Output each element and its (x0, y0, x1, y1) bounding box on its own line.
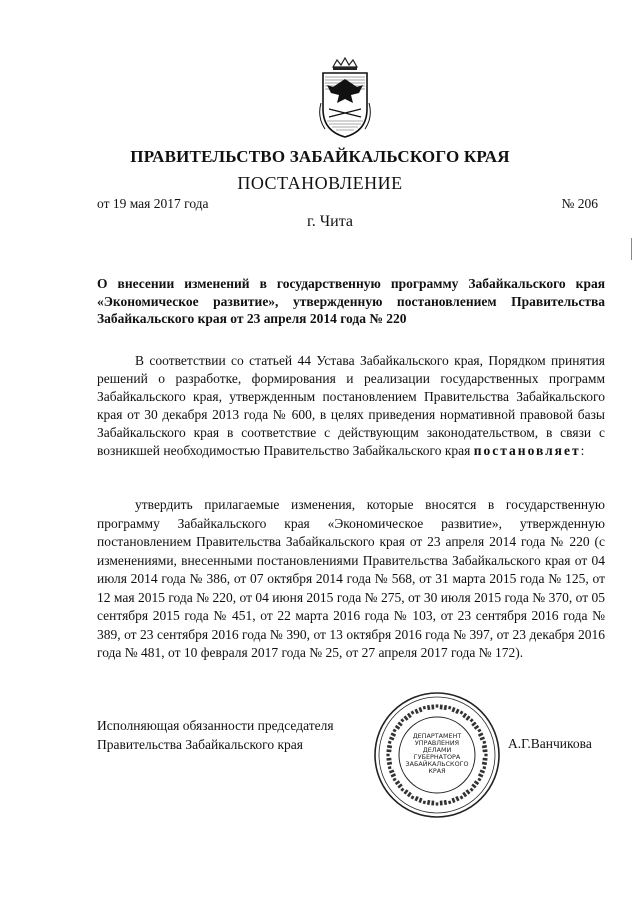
seal-ring-mark (483, 749, 488, 752)
government-title: ПРАВИТЕЛЬСТВО ЗАБАЙКАЛЬСКОГО КРАЯ (130, 147, 510, 166)
seal-ring-mark (418, 707, 422, 712)
coat-of-arms-icon (315, 57, 375, 139)
seal-ring-mark (411, 795, 415, 799)
seal-ring-mark (427, 800, 430, 805)
seal-ring-mark (431, 801, 434, 806)
seal-ring-mark (477, 729, 481, 733)
seal-ring-mark (465, 789, 470, 794)
seal-line-1: ДЕПАРТАМЕНТ (412, 732, 462, 740)
seal-ring-mark (483, 758, 488, 761)
seal-ring-mark (482, 766, 486, 769)
seal-ring-mark (482, 741, 486, 744)
seal-ring-mark (431, 704, 434, 709)
seal-ring-mark (389, 769, 394, 773)
seal-ring-mark (455, 796, 459, 801)
seal-ring-mark (470, 718, 474, 722)
seal-ring-mark (395, 780, 400, 785)
seal-ring-mark (436, 802, 439, 805)
seal-ring-mark (451, 707, 455, 712)
document-city: г. Чита (306, 213, 353, 230)
seal-ring-mark (387, 762, 392, 765)
preamble-text: В соответствии со статьей 44 Устава Забайкальского края, Порядком принятия решений о разработке, формирования и реализации государственных программ Забайкальского края, утвержденным постановлением Правительства Забайкальского края от 30 декабря 2013 года № 600, в целях приведения нормативной правовой базы Забайкальского края в соответствие с действующим законодательством, в связи с возникшей необходимостью Правительство Забайкальского края (97, 353, 605, 458)
seal-ring-mark (407, 792, 412, 797)
seal-ring-mark (418, 798, 422, 803)
seal-line-5: ЗАБАЙКАЛЬСКОГО (405, 760, 469, 768)
seal-ring-mark (386, 758, 391, 761)
seal-ring-mark (465, 715, 470, 720)
seal-line-6: КРАЯ (428, 767, 446, 775)
seal-ring-mark (414, 709, 418, 714)
seal-ring-mark (393, 729, 397, 733)
signatory-title-line1: Исполняющая обязанности председателя (97, 718, 334, 733)
seal-ring-mark (474, 725, 479, 730)
seal-ring-mark (427, 705, 430, 710)
seal-ring-mark (411, 711, 415, 715)
seal-ring-mark (440, 704, 443, 709)
seal-ring-mark (397, 783, 402, 788)
seal-ring-mark (448, 706, 451, 710)
seal-ring-mark (391, 773, 396, 777)
seal-ring-mark (484, 754, 487, 757)
resolution-text: утвердить прилагаемые изменения, которые вносятся в государственную программу Забайкальского края «Экономическое развитие», утвержденную постановлением Правительства Забайкальского края от 23 апреля 2014 года № 220 (с изменениями, внесенными постановлениями Правительства Забайкальского края от 04 июля 2014 года № 386, от 07 октября 2014 года № 568, от 31 марта 2015 года № 125, от 12 мая 2015 года № 220, от 04 июня 2015 года № 275, от 30 июля 2015 года № 370, от 05 сентября 2015 года № 451, от 22 марта 2016 года № 103, от 23 сентября 2016 года № 389, от 23 сентября 2016 года № 390, от 13 октября 2016 года № 397, от 23 декабря 2016 года № 481, от 10 февраля 2017 года № 25, от 27 апреля 2017 года № 172). (97, 497, 605, 660)
seal-ring-mark (480, 769, 485, 773)
seal-ring-mark (482, 762, 487, 765)
seal-ring-mark (403, 789, 408, 794)
margin-mark (631, 238, 632, 260)
seal-ring-mark (400, 718, 404, 722)
signatory-name: А.Г.Ванчикова (508, 736, 592, 751)
seal-ring-mark (478, 773, 483, 777)
seal-ring-mark (386, 754, 389, 757)
seal-ring-mark (386, 749, 391, 752)
seal-ring-mark (395, 725, 400, 730)
seal-ring-mark (482, 745, 487, 748)
seal-ring-mark (388, 766, 392, 769)
document-date: от 19 мая 2017 года (97, 196, 209, 211)
signatory-title (97, 716, 334, 754)
seal-ring-mark (400, 788, 404, 792)
seal-line-4: ГУБЕРНАТОРА (413, 753, 461, 761)
seal-ring-mark (455, 709, 459, 714)
seal-ring-mark (470, 788, 474, 792)
document-number: № 206 (561, 196, 598, 211)
preamble-paragraph (97, 352, 605, 460)
seal-ring-mark (480, 736, 485, 740)
seal-ring-mark (393, 778, 397, 782)
seal-ring-mark (423, 706, 426, 710)
seal-ring-mark (462, 713, 467, 718)
seal-ring-mark (478, 732, 483, 736)
seal-ring-mark (451, 798, 455, 803)
seal-ring-mark (477, 778, 481, 782)
seal-ring-mark (471, 721, 476, 726)
preamble-colon: : (580, 443, 585, 458)
seal-ring-mark (444, 800, 447, 805)
seal-ring-mark (448, 800, 451, 804)
seal-ring-mark (407, 713, 412, 718)
preamble-emphasis: постановляет (473, 443, 581, 458)
seal-ring-mark (444, 705, 447, 710)
official-seal-icon (372, 690, 502, 820)
signatory-title-line2: Правительства Забайкальского края (97, 737, 303, 752)
seal-line-2: УПРАВЛЕНИЯ (414, 739, 460, 747)
seal-ring-mark (460, 795, 464, 799)
document-type: ПОСТАНОВЛЕНИЕ (237, 173, 403, 193)
seal-ring-mark (474, 780, 479, 785)
seal-ring-mark (397, 721, 402, 726)
resolution-paragraph (97, 496, 605, 663)
seal-ring-mark (471, 783, 476, 788)
seal-ring-mark (387, 745, 392, 748)
seal-ring-mark (462, 792, 467, 797)
seal-ring-mark (388, 741, 392, 744)
seal-ring-mark (414, 796, 418, 801)
seal-ring-mark (440, 801, 443, 806)
seal-ring-mark (391, 732, 396, 736)
seal-ring-mark (389, 736, 394, 740)
seal-ring-mark (423, 800, 426, 804)
seal-ring-mark (460, 711, 464, 715)
seal-ring-mark (436, 704, 439, 707)
seal-ring-mark (403, 715, 408, 720)
seal-line-3: ДЕЛАМИ (422, 746, 452, 754)
document-subject: О внесении изменений в государственную программу Забайкальского края «Экономическое развитие», утвержденную постановлением Правительства Забайкальского края от 23 апреля 2014 года № 220 (97, 276, 605, 326)
